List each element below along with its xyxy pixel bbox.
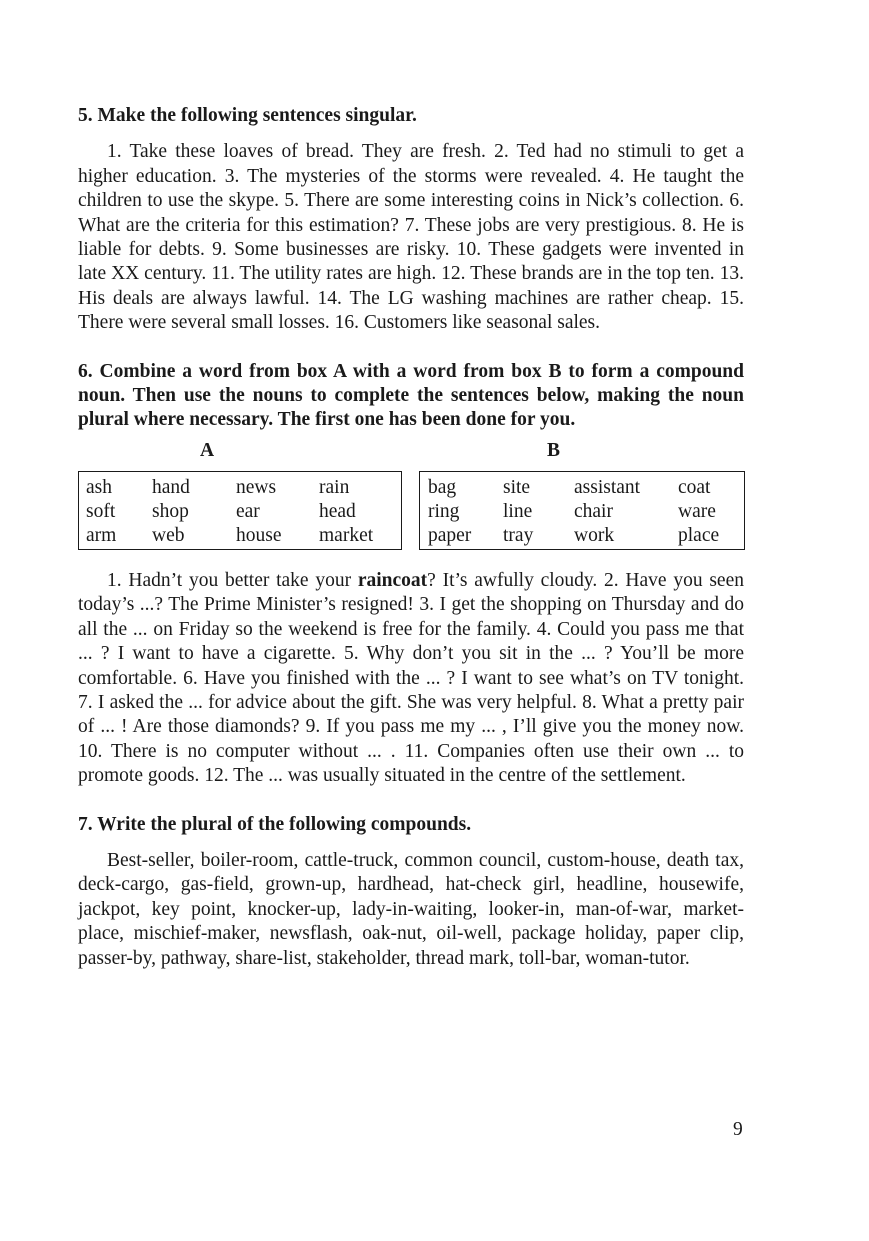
box-b-label: B: [547, 439, 561, 461]
box-b-word: bag: [428, 476, 457, 498]
box-a-word: ear: [236, 500, 260, 522]
box-b-word: work: [574, 524, 615, 546]
box-a-label: A: [200, 439, 215, 461]
box-a-word: rain: [319, 476, 350, 498]
box-a-word: soft: [86, 500, 116, 522]
box-a-word: hand: [152, 476, 190, 498]
box-a-word: news: [236, 476, 277, 498]
word-boxes: [78, 471, 744, 551]
box-b: [419, 471, 745, 550]
box-b-word: assistant: [574, 476, 641, 498]
box-b-word: tray: [503, 524, 534, 546]
box-b-word: ring: [428, 500, 460, 522]
exercise-5-text: 1. Take these loaves of bread. They are fresh. 2. Ted had no stimuli to get a higher education. 3. The mysteries of the storms were revealed. 4. He taught the children to use the skype. 5. There are some interesting coins in Nick’s collection. 6. What are the criteria for this estimation? 7. These jobs are very prestigious. 8. He is liable for debts. 9. Some businesses are risky. 10. These gadgets were invented in late XX century. 11. The utility rates are high. 12. These brands are in the top ten. 13. His deals are always lawful. 14. The LG washing machines are rather cheap. 15. There were several small losses. 16. Customers like seasonal sales.: [78, 141, 744, 334]
page-number: 9: [733, 1119, 743, 1140]
box-a-word: market: [319, 524, 374, 546]
page-content: [78, 104, 744, 971]
box-a-word: house: [236, 524, 282, 546]
box-a-word: arm: [86, 524, 117, 546]
exercise-6-text: [78, 569, 744, 789]
box-b-word: paper: [428, 524, 472, 546]
exercise-7-text: Best-seller, boiler-room, cattle-truck, common council, custom-house, death tax, deck-cargo, gas-field, grown-up, hardhead, hat-check girl, headline, housewife, jackpot, key point, knocker-up, lady-in-waiting, looker-in, man-of-war, market-place, mischief-maker, newsflash, oak-nut, oil-well, package holiday, paper clip, passer-by, pathway, share-list, stakeholder, thread mark, toll-bar, woman-tutor.: [78, 849, 744, 969]
exercise-6-heading: 6. Combine a word from box A with a word from box B to form a compound noun. Then use the nouns to complete the sentences below, making the noun plural where necessary. The first one has been done for you.: [78, 360, 744, 431]
box-b-word: ware: [678, 500, 716, 522]
box-a-word: ash: [86, 476, 112, 498]
exercise-5-heading: 5. Make the following sentences singular.: [78, 105, 417, 126]
box-a: [78, 471, 402, 550]
box-b-word: chair: [574, 500, 613, 522]
box-a-word: head: [319, 500, 356, 522]
box-a-word: shop: [152, 500, 189, 522]
box-labels: [78, 433, 744, 471]
box-a-word: web: [152, 524, 185, 546]
example-answer: raincoat: [357, 569, 428, 591]
exercise-6-text-before: 1. Hadn’t you better take your: [107, 569, 358, 591]
box-b-word: place: [678, 524, 720, 546]
box-b-word: line: [503, 500, 533, 522]
exercise-6-text-after: ? It’s awfully cloudy. 2. Have you seen today’s ...? The Prime Minister’s resigned! 3. I get the shopping on Thursday and do all the ... on Friday so the weekend is free for the family. 4. Could you pass me that ... ? I want to have a cigarette. 5. Why don’t you sit in the ... ? You’ll be more comfortable. 6. Have you finished with the ... ? I want to see what’s on TV tonight. 7. I asked the ... for advice about the gift. She was very helpful. 8. What a pretty pair of ... ! Are those diamonds? 9. If you pass me my ... , I’ll give you the money now. 10. There is no computer without ... . 11. Companies often use their own ... to promote goods. 12. The ... was usually situated in the centre of the settlement.: [78, 569, 744, 787]
exercise-7-heading: 7. Write the plural of the following compounds.: [78, 813, 472, 835]
box-b-word: coat: [678, 476, 711, 498]
box-b-word: site: [503, 476, 531, 498]
